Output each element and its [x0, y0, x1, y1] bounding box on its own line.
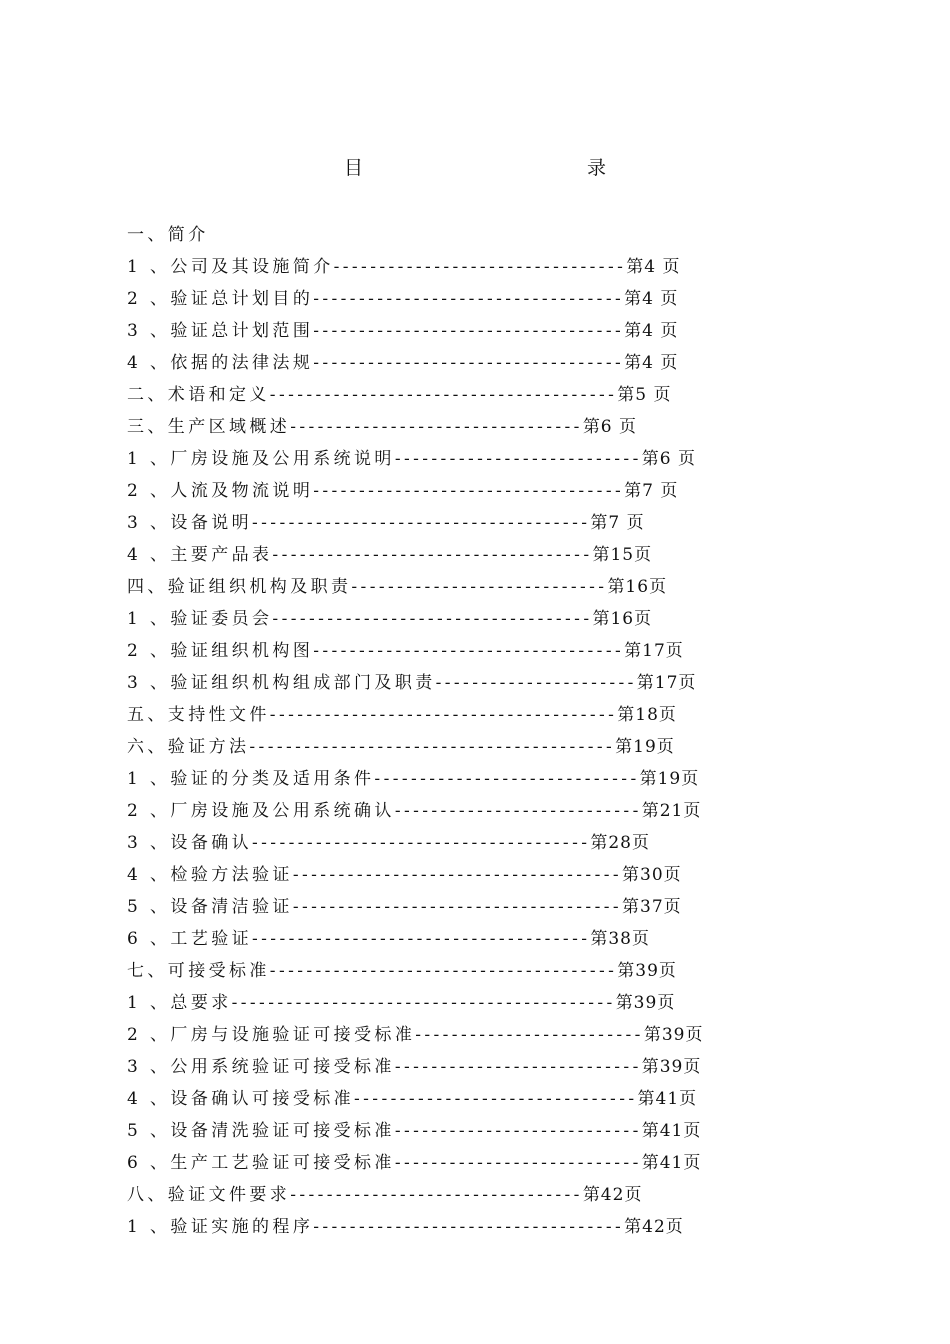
- toc-entry-text: 1 、验证的分类及适用条件-----------------------------: [127, 769, 640, 789]
- toc-entry-page: 第39页: [643, 1025, 704, 1045]
- toc-entry-page: 第37页: [622, 897, 682, 917]
- toc-entry-page: 第41页: [641, 1153, 702, 1173]
- toc-entry[interactable]: [127, 731, 767, 763]
- toc-entry-page: 第7 页: [590, 513, 645, 533]
- toc-entry-page: 第19页: [615, 737, 675, 757]
- toc-entry-text: 4 、主要产品表-----------------------------------: [127, 545, 593, 565]
- toc-entry-text: 二、术语和定义--------------------------------------: [127, 385, 618, 405]
- toc-entry-text: 4 、依据的法律法规----------------------------------: [127, 353, 625, 373]
- toc-entry-text: 3 、验证总计划范围----------------------------------: [127, 321, 625, 341]
- toc-entry-page: 第16页: [607, 577, 668, 597]
- toc-entry-page: 第38页: [590, 929, 650, 949]
- toc-entry[interactable]: [127, 1115, 767, 1147]
- toc-entry-page: 第39页: [641, 1057, 702, 1077]
- toc-entry-text: 3 、设备说明-------------------------------------: [127, 513, 591, 533]
- toc-entry[interactable]: [127, 891, 767, 923]
- toc-entry-page: 第39页: [617, 961, 677, 981]
- toc-entry-page: 第42页: [624, 1217, 684, 1237]
- toc-entry-page: 第17页: [636, 673, 697, 693]
- toc-entry-text: 1 、验证实施的程序----------------------------------: [127, 1217, 625, 1237]
- toc-entry-page: 第41页: [641, 1121, 702, 1141]
- toc-entry-text: 八、验证文件要求--------------------------------: [127, 1185, 583, 1205]
- toc-entry[interactable]: [127, 283, 767, 315]
- toc-entry[interactable]: [127, 667, 767, 699]
- toc-entry-text: 三、生产区域概述--------------------------------: [127, 417, 583, 437]
- toc-entry-text: 3 、公用系统验证可接受标准---------------------------: [127, 1057, 642, 1077]
- toc-entry-text: 6 、生产工艺验证可接受标准---------------------------: [127, 1153, 642, 1173]
- toc-entry-page: 第39页: [615, 993, 676, 1013]
- toc-entry-text: 四、验证组织机构及职责----------------------------: [127, 577, 608, 597]
- toc-entry[interactable]: [127, 475, 767, 507]
- toc-entry[interactable]: [127, 795, 767, 827]
- toc-entry[interactable]: [127, 379, 767, 411]
- toc-entry[interactable]: [127, 443, 767, 475]
- toc-entry[interactable]: [127, 571, 767, 603]
- toc-entry-text: 1 、厂房设施及公用系统说明---------------------------: [127, 449, 642, 469]
- toc-entry[interactable]: [127, 859, 767, 891]
- toc-entry-text: 七、可接受标准--------------------------------------: [127, 961, 618, 981]
- toc-entry-page: 第6 页: [641, 449, 696, 469]
- toc-entry-text: 2 、人流及物流说明----------------------------------: [127, 481, 625, 501]
- toc-entry[interactable]: [127, 1083, 767, 1115]
- toc-entry[interactable]: [127, 827, 767, 859]
- toc-entry[interactable]: [127, 315, 767, 347]
- toc-entry-page: 第16页: [592, 609, 653, 629]
- toc-entry[interactable]: [127, 1211, 767, 1243]
- toc-entry[interactable]: [127, 219, 767, 251]
- toc-entry-text: 1 、验证委员会-----------------------------------: [127, 609, 593, 629]
- toc-entry-text: 五、支持性文件--------------------------------------: [127, 705, 618, 725]
- toc-entry-page: 第21页: [641, 801, 702, 821]
- toc-entry-text: 1 、公司及其设施简介--------------------------------: [127, 257, 627, 277]
- toc-entry[interactable]: [127, 1147, 767, 1179]
- toc-entry-page: 第42页: [582, 1185, 643, 1205]
- toc-entry-text: 3 、设备确认-------------------------------------: [127, 833, 591, 853]
- toc-entry[interactable]: [127, 251, 767, 283]
- toc-entry-text: 5 、设备清洁验证------------------------------------: [127, 897, 623, 917]
- toc-entry[interactable]: [127, 507, 767, 539]
- toc-entry[interactable]: [127, 763, 767, 795]
- toc-entry-text: 3 、验证组织机构组成部门及职责----------------------: [127, 673, 637, 693]
- toc-entry-page: 第5 页: [617, 385, 672, 405]
- table-of-contents: [127, 219, 767, 1243]
- toc-entry-page: 第6 页: [582, 417, 638, 437]
- toc-entry-page: 第4 页: [624, 289, 679, 309]
- toc-entry-page: 第4 页: [624, 321, 679, 341]
- toc-entry[interactable]: [127, 539, 767, 571]
- toc-entry-page: 第30页: [622, 865, 682, 885]
- toc-entry[interactable]: [127, 635, 767, 667]
- toc-entry[interactable]: [127, 411, 767, 443]
- toc-entry-text: 5 、设备清洗验证可接受标准---------------------------: [127, 1121, 642, 1141]
- toc-entry[interactable]: [127, 1019, 767, 1051]
- toc-entry[interactable]: [127, 923, 767, 955]
- toc-entry-text: 六、验证方法----------------------------------------: [127, 737, 616, 757]
- toc-title: 目 录: [343, 157, 668, 179]
- toc-entry-page: 第41页: [637, 1089, 698, 1109]
- toc-entry-page: 第7 页: [624, 481, 679, 501]
- toc-entry-text: 2 、厂房设施及公用系统确认---------------------------: [127, 801, 642, 821]
- toc-entry[interactable]: [127, 603, 767, 635]
- toc-entry-page: 第15页: [592, 545, 653, 565]
- toc-entry-text: 6 、工艺验证-------------------------------------: [127, 929, 591, 949]
- toc-entry-text: 2 、验证总计划目的----------------------------------: [127, 289, 625, 309]
- toc-entry[interactable]: [127, 1051, 767, 1083]
- toc-entry-text: 2 、验证组织机构图----------------------------------: [127, 641, 625, 661]
- toc-entry[interactable]: [127, 1179, 767, 1211]
- toc-entry[interactable]: [127, 987, 767, 1019]
- toc-entry[interactable]: [127, 347, 767, 379]
- toc-entry-page: 第4 页: [626, 257, 681, 277]
- toc-entry-page: 第4 页: [624, 353, 679, 373]
- toc-entry-text: 4 、设备确认可接受标准-------------------------------: [127, 1089, 638, 1109]
- toc-entry-page: 第18页: [617, 705, 677, 725]
- toc-entry-text: 4 、检验方法验证------------------------------------: [127, 865, 623, 885]
- toc-entry[interactable]: [127, 699, 767, 731]
- toc-entry-text: 一、简介: [127, 225, 209, 245]
- toc-entry-page: 第19页: [639, 769, 700, 789]
- toc-entry-text: 1 、总要求------------------------------------------: [127, 993, 616, 1013]
- toc-entry[interactable]: [127, 955, 767, 987]
- toc-entry-text: 2 、厂房与设施验证可接受标准-------------------------: [127, 1025, 644, 1045]
- toc-entry-page: 第28页: [590, 833, 650, 853]
- toc-entry-page: 第17页: [624, 641, 684, 661]
